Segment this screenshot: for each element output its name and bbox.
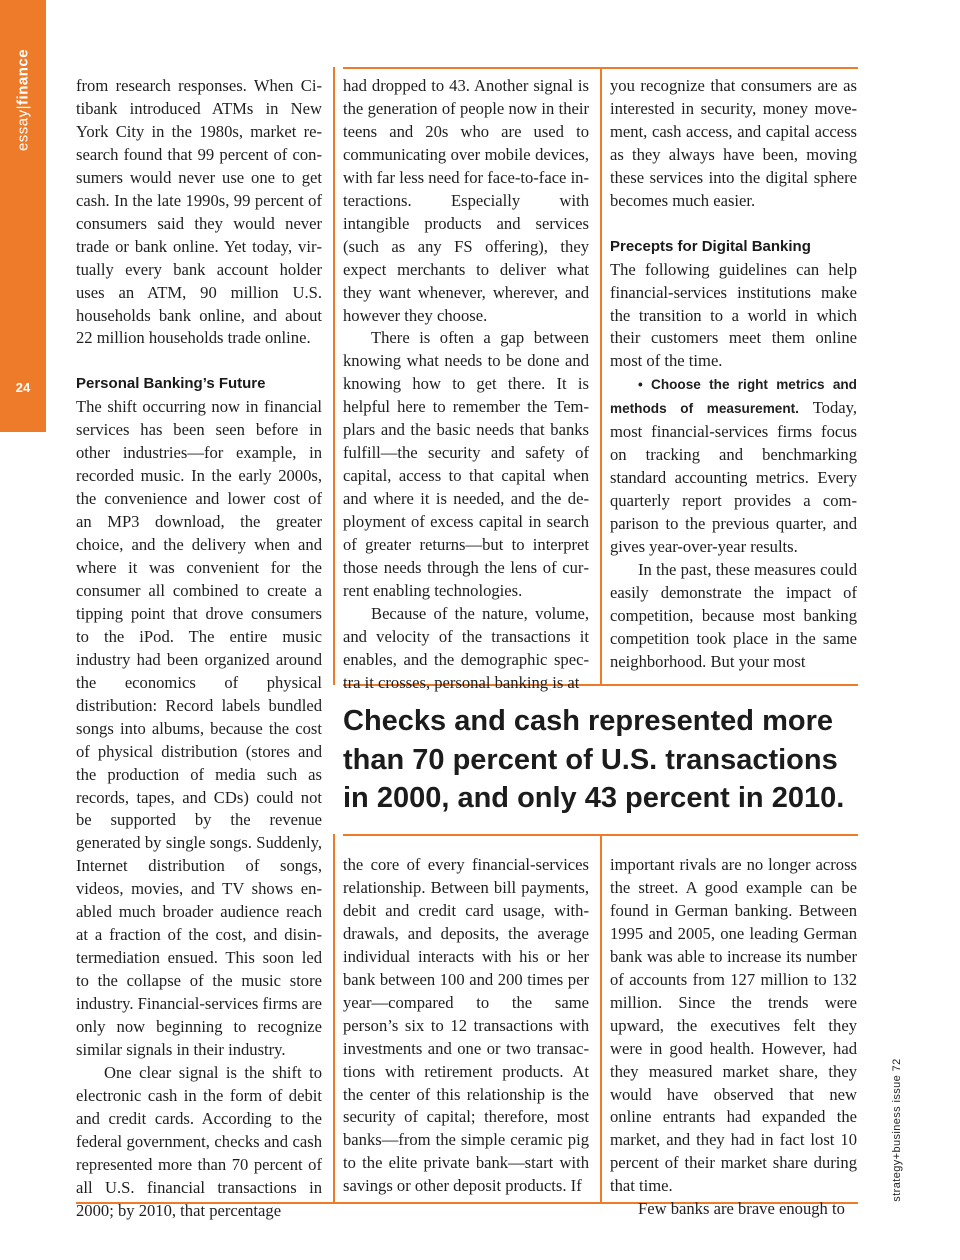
paragraph: important rivals are no longer across the street. A good example can be found in German banking. Between 1995 and 2005, one leading German bank was able to increase its number of accounts from 127 million to 132 million. Since the trends were upward, the executives felt they were in good health. However, had they measured market share, they would have observed that new online entrants had expanded the market, and they had in fact lost 10 percent of their market share during that time. <box>610 855 857 1196</box>
paragraph: The shift occurring now in financial services has been seen before in other industries—for example, in recorded music. In the early 2000s, the convenience and lower cost of an MP3 download, the greater choice, and the delivery when and where it was convenient for the consumer all combined to create a tipping point that drove consumers to the iPod. The entire music industry had been organized around the economics of physical distribution: Record labels bundled songs into albums, because the cost of physical distribution (stores and the production of media such as records, tapes, and CDs) could not be supported by the revenue generated by single songs. Suddenly, Internet distribution of songs, videos, movies, and TV shows enabled much broader audience reach at a fraction of the cost, and disintermediation ensued. This soon led to the collapse of the music store industry. Financial-services firms are only now beginning to recognize similar signals in their industry. <box>76 397 322 1060</box>
article-column-2-top <box>343 75 589 695</box>
page-number: 24 <box>15 380 31 395</box>
paragraph: Because of the nature, volume, and velocity of the transactions it enables, and the demographic spectra it crosses, personal banking is at <box>343 603 589 692</box>
paragraph: Few banks are brave enough to <box>638 1199 845 1219</box>
column-divider-3 <box>333 834 335 1204</box>
paragraph: There is often a gap between knowing what needs to be done and knowing how to get there. It is helpful here to remember the Templars and the basic needs that banks fulfill—the security and safety of capital, access to that capital when and where it is needed, and the deployment of excess capital in search of greater returns—but to interpret those needs through the lens of current enabling technologies. <box>343 328 589 600</box>
paragraph: In the past, these measures could easily demonstrate the impact of competition, because most banking competition took place in the same neighborhood. But your most <box>610 560 857 671</box>
article-column-1 <box>76 75 322 1223</box>
paragraph: from research responses. When Citibank introduced ATMs in New York City in the 1980s, market research found that 99 percent of consumers would never use one to get cash. In the late 1990s, 99 percent of consumers said they would never trade or bank online. Yet today, virtually every bank account holder uses an ATM, 90 million U.S. households bank online, and about 22 million households trade online. <box>76 76 322 348</box>
section-label-strong: finance <box>14 48 32 105</box>
folio: strategy+business issue 72 <box>891 1058 903 1202</box>
paragraph <box>610 373 857 559</box>
column-divider-4 <box>600 834 602 1204</box>
section-divider: | <box>14 104 32 110</box>
article-column-3-top <box>610 75 857 674</box>
paragraph: the core of every financial-services relationship. Between bill payments, debit and credit card usage, withdrawals, and deposits, the average individual interacts with his or her bank between 100 and 200 times per year—compared to the same person’s six to 12 transactions with investments and one or two transactions with retirement products. At the center of this relationship is the security of capital; therefore, most banks—from the simple ceramic pig to the elite private bank—start with savings or other deposit products. If <box>343 855 589 1196</box>
paragraph: you recognize that consumers are as interested in security, money movement, cash access, and capital access as they always have been, moving these services into the digital sphere becomes much easier. <box>610 76 857 210</box>
pull-quote: Checks and cash represented more than 70 percent of U.S. transactions in 2000, and only 43 percent in 2010. <box>343 705 845 814</box>
column-divider-2 <box>600 67 602 685</box>
article-column-2-bottom <box>343 854 589 1198</box>
column-divider-1 <box>333 67 335 685</box>
subheading-personal-banking: Personal Banking’s Future <box>76 375 266 393</box>
precept-text: Today, most financial-services firms focus on tracking and benchmarking standard accounting metrics. Every quarterly report provides a comparison to the previous quarter, and gives year-over-year results. <box>610 398 857 557</box>
article-column-3-bottom <box>610 854 857 1221</box>
section-label-prefix: essay <box>14 109 32 152</box>
section-label <box>15 49 32 151</box>
paragraph: The following guidelines can help financial-services institutions make the transition to a world in which their customers meet them online most of the time. <box>610 259 857 371</box>
precept-lead: • Choose the right metrics and methods of measurement. <box>610 377 857 417</box>
paragraph: had dropped to 43. Another signal is the generation of people now in their teens and 20s who are used to communicating over mobile devices, with far less need for face-to-face interactions. Especially with intangible products and services (such as any FS offering), they expect merchants to deliver what they want whenever, wherever, and however they choose. <box>343 76 590 325</box>
subheading-precepts: Precepts for Digital Banking <box>610 237 811 255</box>
paragraph: One clear signal is the shift to electronic cash in the form of debit and credit cards. According to the federal government, checks and cash represented more than 70 percent of all U.S. financial transactions in 2000; by 2010, that percentage <box>76 1062 322 1220</box>
